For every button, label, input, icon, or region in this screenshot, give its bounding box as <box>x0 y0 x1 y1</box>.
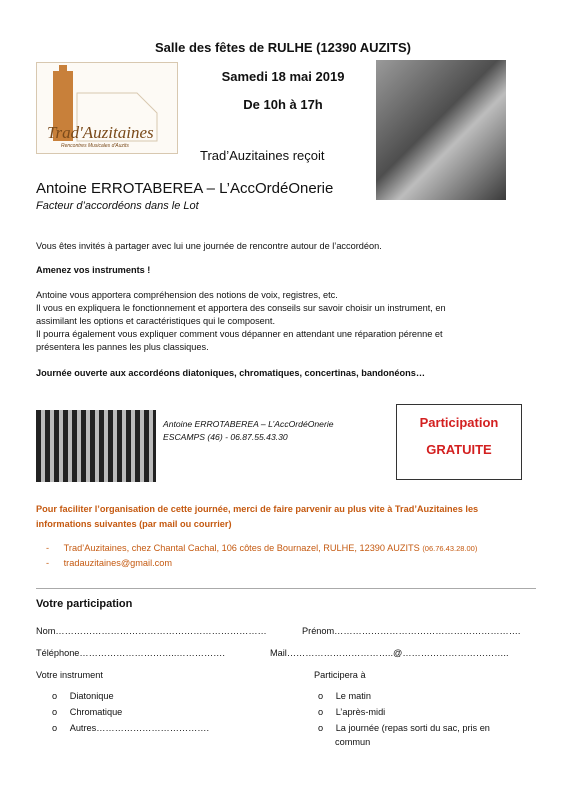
email-text[interactable]: tradauzitaines@gmail.com <box>63 558 173 568</box>
address-phone: (06.76.43.28.00) <box>422 544 478 553</box>
option-label: Diatonique <box>69 691 114 701</box>
instrument-option-autres[interactable] <box>52 723 209 733</box>
paragraph-explain-1: Il vous en expliquera le fonctionnement et apportera des conseils sur savoir choisir un instrument, en <box>36 303 446 313</box>
instrument-option-diatonique[interactable] <box>52 691 114 701</box>
radio-bullet[interactable]: o <box>52 707 58 717</box>
host-line: Trad’Auzitaines reçoit <box>200 148 325 163</box>
logo-brand: Trad'Auzitaines <box>47 123 154 142</box>
participation-label: Participera à <box>314 670 366 680</box>
prenom-field[interactable]: Prénom……………………………………………………. <box>302 626 521 636</box>
intro-paragraph: Vous êtes invités à partager avec lui une journée de rencontre autour de l’accordéon. <box>36 241 382 251</box>
bring-instruments: Amenez vos instruments ! <box>36 265 151 275</box>
trad-auzitaines-logo <box>36 62 178 154</box>
instrument-option-chromatique[interactable] <box>52 707 122 717</box>
accordion-photo <box>36 410 156 482</box>
event-date: Samedi 18 mai 2019 <box>221 69 345 84</box>
guest-name: Antoine ERROTABEREA – L’AccOrdéOnerie <box>36 180 334 197</box>
address-item <box>46 542 546 555</box>
address-dash: - <box>46 543 50 553</box>
option-label: Chromatique <box>69 707 123 717</box>
form-heading: Votre participation <box>36 598 133 610</box>
paragraph-explain-2: assimilant les options et caractéristiques qui le composent. <box>36 316 275 326</box>
badge-line-2: GRATUITE <box>426 442 492 457</box>
radio-bullet[interactable]: o <box>52 691 58 701</box>
radio-bullet[interactable]: o <box>52 723 58 733</box>
radio-bullet[interactable]: o <box>318 707 324 717</box>
contact-name: Antoine ERROTABEREA – L’AccOrdéOnerie <box>163 419 334 429</box>
address-text: Trad’Auzitaines, chez Chantal Cachal, 106 côtes de Bournazel, RULHE, 12390 AUZITS <box>63 543 420 553</box>
notice-line-1: Pour faciliter l’organisation de cette journée, merci de faire parvenir au plus vite à Trad’Auzitaines les <box>36 504 479 514</box>
option-label: La journée (repas sorti du sac, pris en <box>335 723 490 733</box>
open-to-accordions: Journée ouverte aux accordéons diatoniques, chromatiques, concertinas, bandonéons… <box>36 368 426 378</box>
logo-tagline: Rencontres Musicales d'Auzits <box>61 143 129 149</box>
mail-field[interactable]: Mail……………………………..@…………………………….. <box>270 648 509 658</box>
option-journee-continued: commun <box>335 737 371 747</box>
option-label: L’après-midi <box>335 707 386 717</box>
radio-bullet[interactable]: o <box>318 723 324 733</box>
guest-subtitle: Facteur d’accordéons dans le Lot <box>36 200 199 212</box>
option-label: Le matin <box>335 691 371 701</box>
event-hours: De 10h à 17h <box>243 97 323 112</box>
option-matin[interactable] <box>318 691 371 701</box>
paragraph-repair-1: Il pourra également vous expliquer comment vous dépanner en attendant une réparation pérenne et <box>36 329 443 339</box>
paragraph-notions: Antoine vous apportera compréhension des notions de voix, registres, etc. <box>36 290 338 300</box>
notice-line-2: informations suivantes (par mail ou courrier) <box>36 519 232 529</box>
option-label: Autres………………………………. <box>69 723 210 733</box>
option-journee[interactable] <box>318 723 490 733</box>
nom-field[interactable]: Nom…………………………………………………………… <box>36 626 267 636</box>
email-item <box>46 557 546 570</box>
paragraph-repair-2: présentera les pannes les plus classiques. <box>36 342 209 352</box>
email-dash: - <box>46 558 50 568</box>
radio-bullet[interactable]: o <box>318 691 324 701</box>
instrument-label: Votre instrument <box>36 670 103 680</box>
divider <box>36 588 536 589</box>
contact-address: ESCAMPS (46) - 06.87.55.43.30 <box>163 432 288 442</box>
venue-title: Salle des fêtes de RULHE (12390 AUZITS) <box>155 40 411 55</box>
telephone-field[interactable]: Téléphone…………………………..……………. <box>36 648 225 658</box>
contact-block <box>163 418 334 444</box>
badge-line-1: Participation <box>419 415 499 430</box>
craftsman-photo <box>376 60 506 200</box>
option-apres-midi[interactable] <box>318 707 385 717</box>
free-participation-badge <box>396 404 522 480</box>
